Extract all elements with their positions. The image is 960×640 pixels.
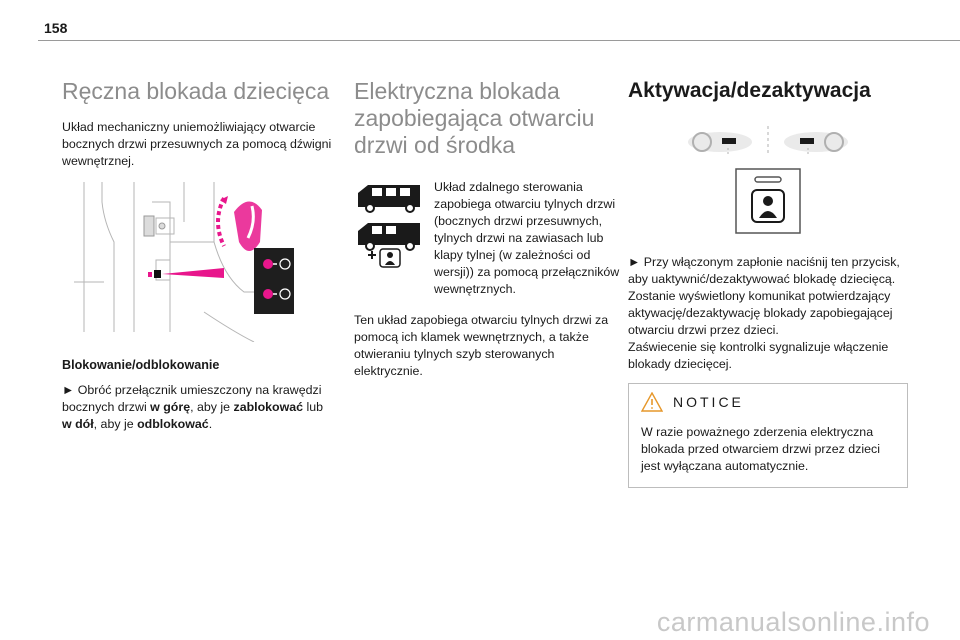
steering-wheel-icon (784, 132, 848, 156)
step-bold-down: w dół (62, 417, 94, 431)
lock-unlock-subheading: Blokowanie/odblokowanie (62, 358, 220, 372)
header-divider (38, 40, 960, 41)
step-text-part: , aby je (190, 400, 234, 414)
notice-box (628, 383, 908, 488)
vehicle-description: Układ zdalnego sterowania zapobiega otwarciu tylnych drzwi (bocznych drzwi przesuwnych, tylnych drzwi na zawiasach lub klapy tylnej (w zależności od wersji)) za pomocą przełączników wewnętrznych. (434, 180, 620, 296)
vehicle-row (354, 179, 626, 298)
step-text-part: , aby je (93, 417, 138, 431)
section-title-electric-lock: Elektryczna blokada zapobiegająca otwarciu drzwi od środka (354, 78, 595, 158)
child-lock-button-icon (735, 168, 801, 234)
electric-lock-paragraph: Ten układ zapobiega otwarciu tylnych drzwi za pomocą ich klamek wewnętrznych, a także otwieraniu tylnych szyb sterowanych elektrycznie. (354, 313, 609, 378)
notice-title: NOTICE (673, 394, 744, 410)
page-number: 158 (44, 20, 68, 36)
lock-unlock-step (62, 382, 334, 433)
step-bold-up: w górę (150, 400, 191, 414)
step-bold-lock: zablokować (233, 400, 304, 414)
section-title-activation: Aktywacja/dezaktywacja (628, 79, 871, 102)
door-lock-illustration (74, 182, 294, 342)
step-text-part: ► Obróć przełącznik umieszczony na krawędzi bocznych drzwi (62, 383, 322, 414)
warning-triangle-icon (641, 392, 663, 412)
activation-indicator: Zaświecenie się kontrolki sygnalizuje włączenie blokady dziecięcej. (628, 340, 889, 371)
section-title-manual-lock: Ręczna blokada dziecięca (62, 78, 330, 104)
steering-wheel-icon (688, 132, 752, 156)
van-icon (358, 185, 420, 212)
step-text-part: . (208, 417, 213, 431)
notice-header (641, 392, 895, 412)
activation-confirmation: Zostanie wyświetlony komunikat potwierdzający aktywację/dezaktywację blokady zapobiegającej otwarciu drzwi przez dzieci. (628, 289, 893, 337)
manual-lock-intro: Układ mechaniczny uniemożliwiający otwarcie bocznych drzwi przesuwnych za pomocą dźwigni wewnętrznej. (62, 120, 332, 168)
activation-step: ► Przy włączonym zapłonie naciśnij ten przycisk, aby uaktywnić/dezaktywować blokadę dziecięcą. (628, 255, 900, 286)
activation-section (628, 68, 908, 488)
van-child-lock-icon (358, 223, 420, 267)
watermark: carmanualsonline.info (656, 607, 930, 637)
step-bold-unlock: odblokować (137, 417, 209, 431)
dashboard-illustration (628, 122, 908, 158)
electric-child-lock-section (354, 68, 626, 390)
vehicle-icons (354, 179, 426, 274)
notice-text: W razie poważnego zderzenia elektryczna blokada przed otwarciem drzwi przez dzieci jest wyłączana automatycznie. (641, 425, 880, 473)
manual-child-lock-section (62, 68, 334, 443)
step-text-part: lub (303, 400, 324, 414)
